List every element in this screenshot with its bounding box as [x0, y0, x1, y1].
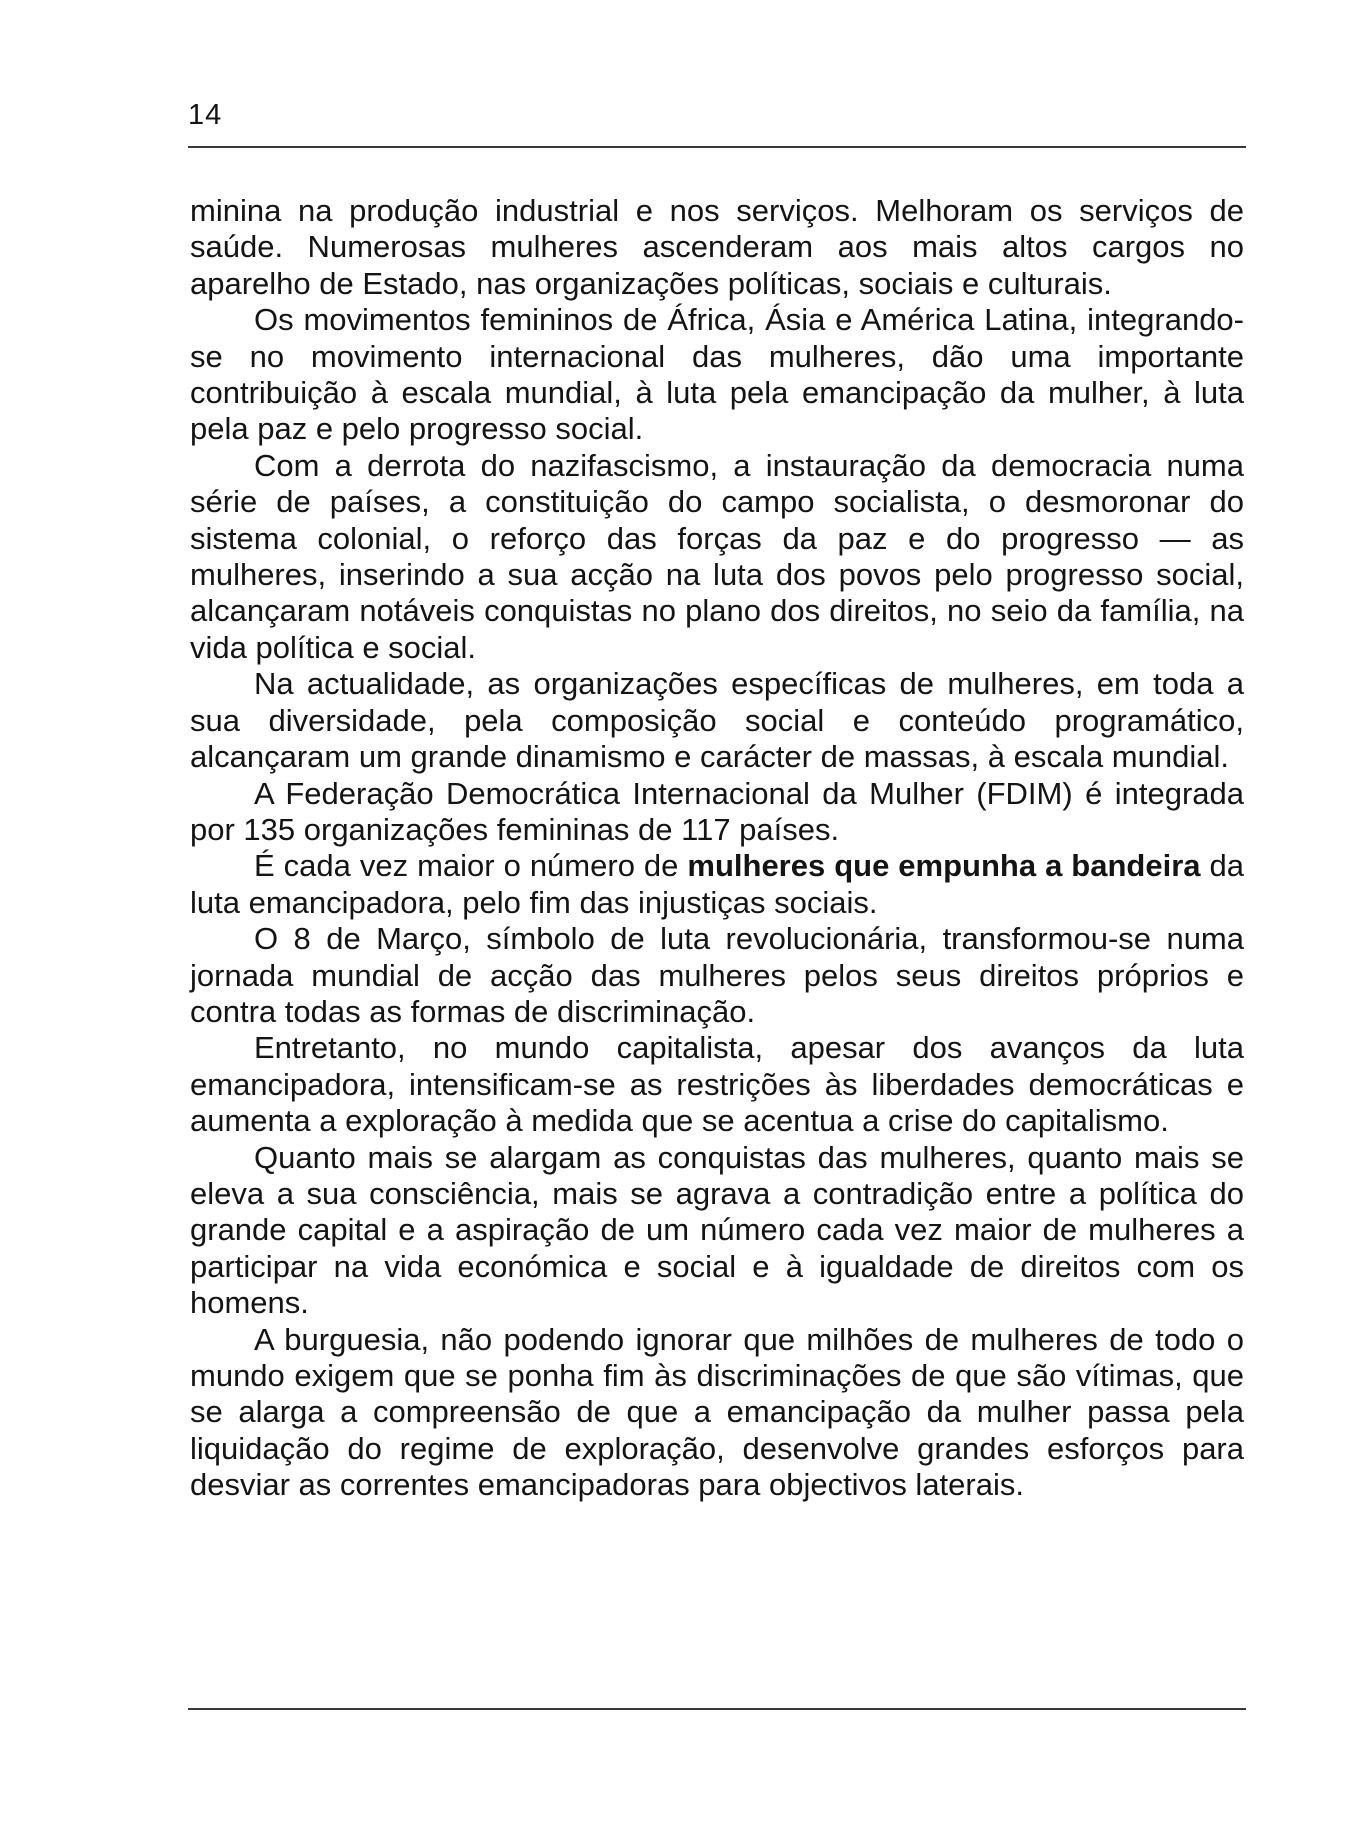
page-number: 14: [188, 99, 223, 131]
paragraph: Entretanto, no mundo capitalista, apesar dos avanços da luta emancipadora, intensificam-se as restrições às liberdades democráticas e aumenta a exploração à medida que se acentua a crise do capitalismo.: [190, 1030, 1244, 1139]
paragraph: minina na produção industrial e nos serviços. Melhoram os serviços de saúde. Numerosas mulheres ascenderam aos mais altos cargos no aparelho de Estado, nas organizações políticas, sociais e culturais.: [190, 193, 1244, 301]
header-rule: [188, 146, 1246, 148]
paragraph: A Federação Democrática Internacional da Mulher (FDIM) é integrada por 135 organizações femininas de 117 países.: [190, 775, 1244, 847]
bold-phrase: mulheres que empunha a bandeira: [687, 848, 1201, 884]
paragraph: Com a derrota do nazifascismo, a instauração da democracia numa série de países, a constituição do campo socialista, o desmoronar do sistema colonial, o reforço das forças da paz e do progresso — as mulheres, inserindo a sua acção na luta dos povos pelo progresso social, alcançaram notáveis conquistas no plano dos direitos, no seio da família, na vida política e social.: [190, 447, 1244, 665]
paragraph: A burguesia, não podendo ignorar que milhões de mulheres de todo o mundo exigem que se ponha fim às discriminações de que são vítimas, que se alarga a compreensão de que a emancipação da mulher passa pela liquidação do regime de exploração, desenvolve grandes esforços para desviar as correntes emancipadoras para objectivos laterais.: [190, 1321, 1244, 1503]
paragraph: Quanto mais se alargam as conquistas das mulheres, quanto mais se eleva a sua consciência, mais se agrava a contradição entre a política do grande capital e a aspiração de um número cada vez maior de mulheres a participar na vida económica e social e à igualdade de direitos com os homens.: [190, 1139, 1244, 1321]
paragraph: Os movimentos femininos de África, Ásia e América Latina, integrando-se no movimento internacional das mulheres, dão uma importante contribuição à escala mundial, à luta pela emancipação da mulher, à luta pela paz e pelo progresso social.: [190, 302, 1244, 447]
paragraph: [190, 848, 1244, 921]
footer-rule: [188, 1708, 1246, 1710]
paragraph-text: da luta emancipadora, pelo fim das injustiças sociais.: [190, 848, 1244, 920]
paragraph: Na actualidade, as organizações específicas de mulheres, em toda a sua diversidade, pela composição social e conteúdo programático, alcançaram um grande dinamismo e carácter de massas, à escala mundial.: [190, 666, 1244, 775]
paragraph: O 8 de Março, símbolo de luta revolucionária, transformou-se numa jornada mundial de acção das mulheres pelos seus direitos próprios e contra todas as formas de discriminação.: [190, 921, 1244, 1029]
body-text: [190, 193, 1244, 1504]
paragraph-text: É cada vez maior o número de: [254, 848, 688, 884]
